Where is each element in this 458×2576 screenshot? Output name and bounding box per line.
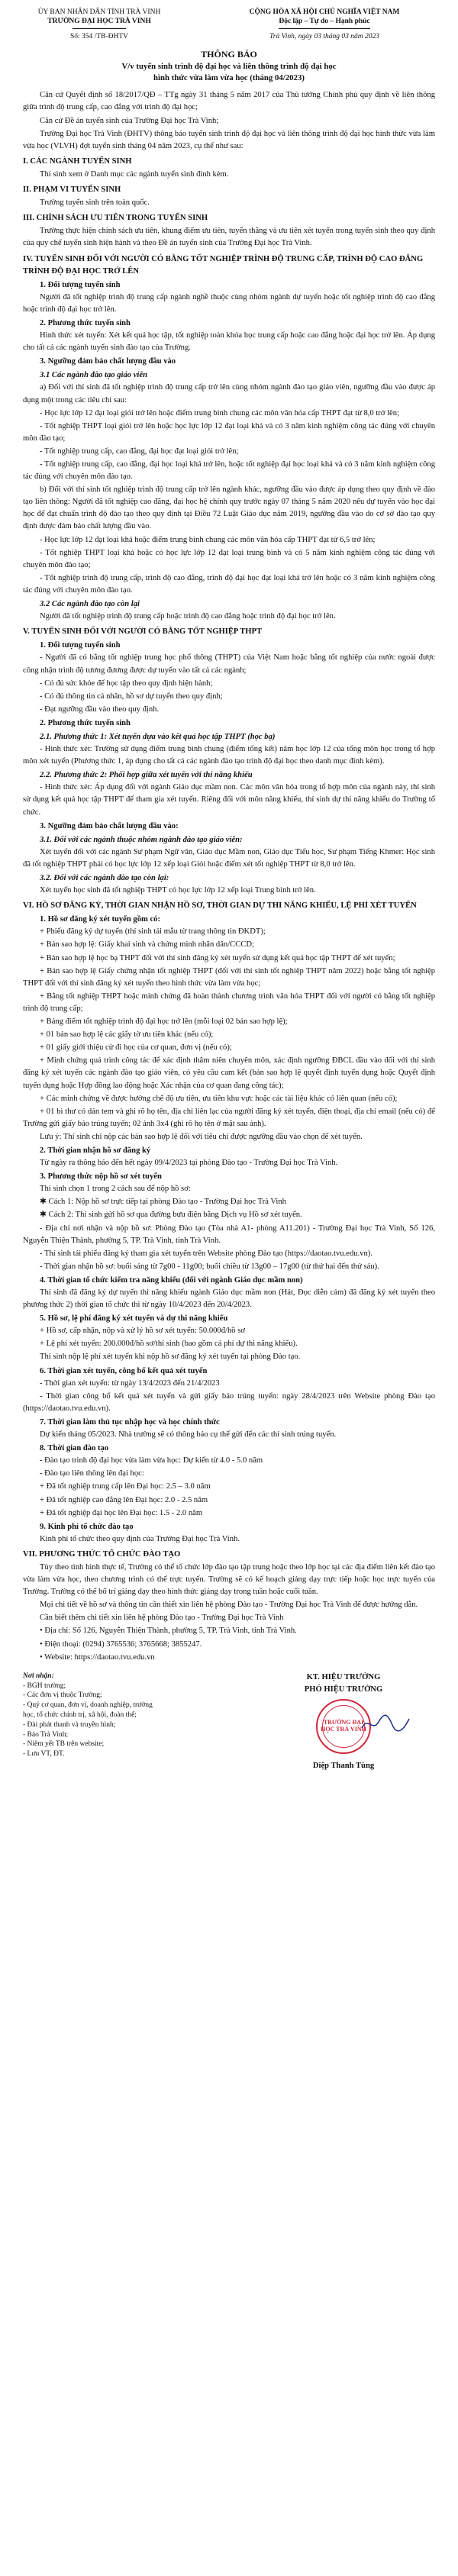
body-paragraph: + Phiếu đăng ký dự tuyển (thí sinh tải mẫu từ trang thông tin ĐKDT); — [40, 927, 266, 937]
body-paragraph: - Tốt nghiệp THPT loại khá hoặc có học lực lớp 12 đạt loại trung bình và có 5 năm kinh nghiệm công tác đúng với chuyên môn đào tạo; — [23, 548, 435, 569]
body-paragraph: + Hồ sơ, cấp nhận, nộp và xử lý hồ sơ xét tuyển: 50.000đ/hồ sơ — [40, 1327, 245, 1336]
body-paragraph: + Bản sao hợp lệ học bạ THPT đối với thí sinh đăng ký xét tuyển sử dụng kết quả học tập THPT để xét tuyển; — [40, 953, 395, 962]
subsection-heading: 3. Ngưỡng đảm bảo chất lượng đầu vào: — [40, 821, 179, 830]
body-paragraph: Thí sinh xem ở Danh mục các ngành tuyển sinh đính kèm. — [40, 169, 229, 179]
body-paragraph: + Đã tốt nghiệp đại học lên Đại học: 1.5 - 2.0 năm — [40, 1508, 203, 1517]
body-paragraph: - Thời gian nhận hồ sơ: buổi sáng từ 7g00 - 11g00; buổi chiều từ 13g00 – 17g00 (từ thứ hai đến thứ sáu). — [40, 1262, 379, 1271]
body-paragraph: + Đã tốt nghiệp cao đẳng lên Đại học: 2.0 - 2.5 năm — [40, 1495, 208, 1504]
signature-block — [252, 1672, 435, 1772]
body-paragraph: - Tốt nghiệp trung cấp, cao đẳng, đại học đạt loại giỏi trở lên; — [40, 447, 239, 456]
body-paragraph: Cần biết thêm chi tiết xin liên hệ phòng Đào tạo - Trường Đại học Trà Vinh — [40, 1614, 284, 1623]
body-paragraph: + Đã tốt nghiệp trung cấp lên Đại học: 2.5 – 3.0 năm — [40, 1482, 211, 1491]
body-paragraph: + 01 bì thư có dán tem và ghi rõ họ tên, địa chỉ liên lạc của người đăng ký xét tuyển, điện thoại, địa chỉ email (nếu có) để Trường gửi giấy báo trúng tuyển; 02 ảnh 3x4 (ghi rõ họ tên ở mặt sau ảnh). — [23, 1107, 435, 1128]
body-paragraph: • Website: https://daotao.tvu.edu.vn — [40, 1652, 155, 1662]
body-paragraph: Trường thực hiện chính sách ưu tiên, khung điểm ưu tiên, tuyển thẳng và ưu tiên xét tuyển trong tuyển sinh theo quy định của quy chế tuyển sinh hiện hành và theo Đề án tuyển sinh của Trường Đại học Trà Vinh. — [23, 227, 435, 248]
issuer-divider — [73, 28, 126, 29]
subsubsection-heading: 3.1. Đối với các ngành thuộc nhóm ngành đào tạo giáo viên: — [40, 835, 243, 844]
section-heading: VI. HỒ SƠ ĐĂNG KÝ, THỜI GIAN NHẬN HỒ SƠ, THỜI GIAN DỰ THI NĂNG KHIẾU, LỆ PHÍ XÉT TUYỂN — [23, 901, 417, 911]
body-paragraph: + Minh chứng quá trình công tác để xác định thâm niên chuyên môn, xác định ngưỡng ĐBCL đầu vào đối với thí sinh đăng ký xét tuyển các ngành đào tạo giáo viên, có yêu cầu cam kết (bản sao hợp lệ quyết định tuyển dụng hoặc Quyết định tuyển dụng hoặc Hợp đồng lao động hoặc Xác nhận của cơ quan đang công tác); — [23, 1056, 435, 1090]
subsection-heading: 2. Phương thức tuyển sinh — [40, 718, 131, 727]
recipient-item: - Lưu VT, ĐT. — [23, 1750, 65, 1759]
issuer-block — [23, 8, 176, 41]
body-paragraph: Trường Đại học Trà Vinh (ĐHTV) thông báo tuyển sinh trình độ đại học và liên thông trình độ đại học hình thức vừa làm vừa học (VLVH) đợt tuyển sinh tháng 04 năm 2023, cụ thể như sau: — [23, 129, 435, 150]
body-paragraph: + Bằng tốt nghiệp THPT hoặc minh chứng đã hoàn thành chương trình văn hóa THPT đối với người có bằng tốt nghiệp trình độ trung cấp; — [23, 991, 435, 1013]
subsubsection-heading: 3.2 Các ngành đào tạo còn lại — [40, 600, 140, 609]
body-paragraph: - Người đã có bằng tốt nghiệp trung học phổ thông (THPT) của Việt Nam hoặc bằng tốt nghiệp của nước ngoài được công nhận trình độ tương đương được dự tuyển vào tất cả các ngành; — [23, 653, 435, 675]
recipient-item: - Đài phát thanh và truyền hình; — [23, 1720, 116, 1729]
subsection-heading: 2. Thời gian nhận hồ sơ đăng ký — [40, 1146, 151, 1155]
subsection-heading: 2. Phương thức tuyển sinh — [40, 318, 131, 327]
signer-name: Diệp Thanh Tùng — [312, 1761, 375, 1770]
section-heading: I. CÁC NGÀNH TUYỂN SINH — [23, 156, 132, 166]
document-title: THÔNG BÁO — [201, 49, 257, 60]
section-heading: V. TUYỂN SINH ĐỐI VỚI NGƯỜI CÓ BẰNG TỐT NGHIỆP THPT — [23, 627, 263, 637]
body-paragraph: - Đào tạo trình độ đại học vừa làm vừa học: Dự kiến từ 4.0 - 5.0 năm — [40, 1456, 263, 1465]
national-header — [214, 8, 435, 41]
subsection-heading: 3. Ngưỡng đảm bảo chất lượng đầu vào — [40, 357, 176, 366]
document-subject-line1: V/v tuyển sinh trình độ đại học và liên thông trình độ đại học — [121, 62, 337, 72]
document-subject-line2: hình thức vừa làm vừa học (tháng 04/2023) — [153, 73, 305, 82]
recipients-list — [23, 1681, 160, 1760]
body-paragraph: Trường tuyển sinh trên toàn quốc. — [40, 198, 150, 208]
body-paragraph: + Bảng điểm tốt nghiệp trình độ đại học trở lên (mỗi loại 02 bản sao hợp lệ); — [40, 1017, 288, 1027]
body-paragraph: Lưu ý: Thí sinh chỉ nộp các bản sao hợp lệ đối với tiêu chí được ngưỡng đầu vào chọn để xét tuyển. — [40, 1132, 363, 1141]
issuer-parent-org: ỦY BAN NHÂN DÂN TỈNH TRÀ VINH — [37, 8, 161, 16]
body-paragraph: - Tốt nghiệp THPT loại giỏi trở lên hoặc học lực lớp 12 đạt loại khá và có 3 năm kinh nghiệm công tác đúng với chuyên môn đào tạo; — [23, 421, 435, 443]
body-paragraph: - Học lực lớp 12 đạt loại giỏi trở lên hoặc điểm trung bình chung các môn văn hóa cấp THPT đạt từ 8,0 trở lên; — [40, 408, 399, 418]
document-title-block — [23, 47, 435, 83]
motto-divider — [279, 28, 370, 29]
body-paragraph: - Tốt nghiệp trình độ trung cấp, trình độ cao đẳng, trình độ đại học đạt loại khá trở lên hoặc có 3 năm kinh nghiệm công tác đúng với chuyên môn đào tạo. — [23, 573, 435, 595]
body-paragraph: Xét tuyển đối với các ngành Sư phạm Ngữ văn, Giáo dục Mầm non, Giáo dục Tiểu học, Sư phạm Tiếng Khmer: Học sinh đã tốt nghiệp THPT phải có học lực lớp 12 xếp loại Giỏi hoặc điểm xét tốt nghiệp THPT từ 8,0 trở lên. — [23, 847, 435, 869]
recipients-block — [23, 1672, 160, 1772]
recipient-item: - BGH trường; — [23, 1681, 66, 1690]
body-paragraph: • Địa chỉ: Số 126, Nguyễn Thiện Thành, phường 5, TP. Trà Vinh, tỉnh Trà Vinh. — [40, 1627, 297, 1636]
signer-role-line1: KT. HIỆU TRƯỞNG — [306, 1672, 381, 1681]
body-paragraph: - Học lực lớp 12 đạt loại khá hoặc điểm trung bình chung các môn văn hóa cấp THPT đạt từ 6,5 trở lên; — [40, 535, 376, 544]
subsection-heading: 7. Thời gian làm thủ tục nhập học và học chính thức — [40, 1417, 220, 1427]
body-paragraph: - Thời gian công bố kết quả xét tuyển và gửi giấy báo trúng tuyển: ngày 28/4/2023 trên Website phòng Đào tạo (https://daotao.tvu.edu.vn). — [23, 1391, 435, 1413]
body-paragraph: + 01 giấy giới thiệu cử đi học của cơ quan, đơn vị (nếu có); — [40, 1043, 232, 1053]
official-stamp: TRƯỜNG ĐẠI HỌC TRÀ VINH — [316, 1699, 371, 1754]
body-paragraph: - Có đủ sức khỏe để học tập theo quy định hiện hành; — [40, 679, 213, 688]
subsection-heading: 9. Kinh phí tổ chức đào tạo — [40, 1522, 134, 1531]
body-paragraph: Dự kiến tháng 05/2023. Nhà trường sẽ có thông báo cụ thể gửi đến các thí sinh trúng tuyển. — [40, 1430, 337, 1440]
body-paragraph: • Điện thoại: (0294) 3765536; 3765668; 3855247. — [40, 1639, 202, 1649]
body-paragraph: Hình thức xét tuyển: Xét kết quả học tập, tốt nghiệp toàn khóa học trung cấp hoặc cao đẳng hoặc đại học trở lên. Áp dụng cho tất cả các ngành tuyển sinh đào tạo của Trường. — [23, 331, 435, 353]
section-heading: IV. TUYỂN SINH ĐỐI VỚI NGƯỜI CÓ BẰNG TỐT NGHIỆP TRÌNH ĐỘ TRUNG CẤP, TRÌNH ĐỘ CAO ĐẲNG TRÌNH ĐỘ ĐẠI HỌC TRỞ LÊN — [23, 254, 424, 276]
document-footer — [23, 1672, 435, 1772]
body-paragraph: Người đã tốt nghiệp trình độ trung cấp ngành nghề thuộc cùng nhóm ngành dự tuyển hoặc tốt nghiệp trình độ cao đẳng hoặc trình độ đại học trở lên. — [23, 292, 435, 314]
issuer-org: TRƯỜNG ĐẠI HỌC TRÀ VINH — [47, 18, 151, 26]
body-paragraph: Thí sinh nộp lệ phí xét tuyển khi nộp hồ sơ đăng ký xét tuyển tại phòng Đào tạo. — [40, 1352, 301, 1362]
national-motto: Độc lập – Tự do – Hạnh phúc — [279, 18, 370, 26]
signer-role-line2: PHÓ HIỆU TRƯỞNG — [304, 1685, 383, 1694]
subsection-heading: 4. Thời gian tổ chức kiểm tra năng khiếu (đối với ngành Giáo dục mầm non) — [40, 1275, 303, 1285]
body-paragraph: Từ ngày ra thông báo đến hết ngày 09/4/2023 tại phòng Đào tạo - Trường Đại học Trà Vinh. — [40, 1159, 338, 1168]
body-paragraph: + Các minh chứng về được hưởng chế độ ưu tiên, ưu tiên khu vực hoặc các tài liệu khác có liên quan (nếu có); — [40, 1094, 398, 1103]
subsection-heading: 3. Phương thức nộp hồ sơ xét tuyển — [40, 1172, 162, 1182]
body-paragraph: Người đã tốt nghiệp trình độ trung cấp hoặc trình độ cao đẳng hoặc trình độ đại học trở lên. — [40, 612, 336, 621]
nation-name: CỘNG HÒA XÃ HỘI CHỦ NGHĨA VIỆT NAM — [249, 8, 400, 16]
body-paragraph: Căn cứ Đề án tuyển sinh của Trường Đại học Trà Vinh; — [40, 116, 219, 125]
body-paragraph: - Thời gian xét tuyển: từ ngày 13/4/2023 đến 21/4/2023 — [40, 1378, 220, 1388]
recipient-item: - Niêm yết TB trên website; — [23, 1740, 105, 1749]
subsection-heading: 6. Thời gian xét tuyển, công bố kết quả xét tuyển — [40, 1366, 208, 1375]
recipient-item: - Quý cơ quan, đơn vị, doanh nghiệp, trường học, tổ chức chính trị, xã hội, đoàn thể; — [23, 1701, 153, 1719]
document-header — [23, 8, 435, 41]
body-paragraph: - Thí sinh tải phiếu đăng ký tham gia xét tuyển trên Website phòng Đào tạo (https://daotao.tvu.edu.vn). — [40, 1249, 373, 1258]
body-paragraph: Kinh phí tổ chức theo quy định của Trường Đại học Trà Vinh. — [40, 1534, 240, 1543]
section-heading: II. PHẠM VI TUYỂN SINH — [23, 185, 121, 195]
subsection-heading: 1. Hồ sơ đăng ký xét tuyển gồm có: — [40, 915, 161, 924]
body-paragraph: + 01 bản sao hợp lệ các giấy tờ ưu tiên khác (nếu có); — [40, 1030, 214, 1040]
body-paragraph: - Có đủ thông tin cá nhân, hồ sơ dự tuyển theo quy định; — [40, 692, 223, 701]
subsection-heading: 8. Thời gian đào tạo — [40, 1444, 109, 1453]
section-heading: III. CHÍNH SÁCH ƯU TIÊN TRONG TUYỂN SINH — [23, 214, 208, 223]
subsection-heading: 5. Hồ sơ, lệ phí đăng ký xét tuyển và dự thi năng khiếu — [40, 1314, 228, 1323]
body-paragraph: - Hình thức xét: Trường sử dụng điểm trung bình chung (điểm tổng kết) năm học lớp 12 của tổng môn học trong tổ hợp môn xét tuyển (Phương thức 1, áp dụng cho tất cả các ngành đào tạo trình độ đại học theo danh mục đính kèm). — [23, 745, 435, 766]
body-paragraph: Mọi chi tiết về hồ sơ và thông tin cần thiết xin liên hệ phòng Đào tạo - Trường Đại học Trà Vinh để được hướng dẫn. — [40, 1601, 418, 1610]
subsubsection-heading: 3.2. Đối với các ngành đào tạo còn lại: — [40, 874, 169, 883]
subsubsection-heading: 2.1. Phương thức 1: Xét tuyển dựa vào kết quả học tập THPT (học bạ) — [40, 732, 276, 741]
body-paragraph: Tùy theo tình hình thực tế, Trường có thể tổ chức lớp đào tạo tập trung hoặc theo lớp học tại các địa điểm liên kết đào tạo vừa làm vừa học, theo chương trình có thể trực tuyến. Trường sẽ có kế hoạch giảng dạy trực tiếp hoặc học trực tuyến của Trường. Trường có thể bố trí giảng dạy theo hình thức giảng dạy trong tuần hoặc cuối tuần. — [23, 1562, 435, 1597]
document-number: Số: 354 /TB-ĐHTV — [70, 32, 128, 40]
recipient-item: - Báo Trà Vinh; — [23, 1730, 69, 1739]
body-paragraph: + Bản sao hợp lệ: Giấy khai sinh và chứng minh nhân dân/CCCD; — [40, 940, 254, 949]
subsubsection-heading: 2.2. Phương thức 2: Phối hợp giữa xét tuyển với thi năng khiếu — [40, 771, 253, 780]
section-heading: VII. PHƯƠNG THỨC TỔ CHỨC ĐÀO TẠO — [23, 1549, 181, 1559]
body-paragraph: Xét tuyển học sinh đã tốt nghiệp THPT có học lực lớp 12 xếp loại Trung bình trở lên. — [40, 886, 316, 895]
body-paragraph: - Tốt nghiệp trung cấp, cao đẳng, đại học loại khá trở lên, hoặc tốt nghiệp đại học loại khá và có 3 năm kinh nghiệm công tác đúng với chuyên môn đào tạo. — [23, 460, 435, 482]
body-paragraph: b) Đối với thí sinh tốt nghiệp trình độ trung cấp trở lên ngành khác, ngưỡng đầu vào được áp dụng theo quy định về đào tạo liên thông: Người đã tốt nghiệp cao đẳng, đại học hệ chính quy trước ngày 07 tháng 5 năm 2020 nếu dự tuyển vào học đại học để đạt chuẩn trình độ đào tạo theo quy định tại Điều 72 Luật Giáo dục năm 2019, ngưỡng đầu vào do cơ sở đào tạo quy định được đảm bảo chất lượng đầu vào. — [23, 485, 435, 531]
body-paragraph: a) Đối với thí sinh đã tốt nghiệp trình độ trung cấp trở lên cùng nhóm ngành đào tạo giáo viên, ngưỡng đầu vào được áp dụng một trong các tiêu chí sau: — [23, 383, 435, 405]
recipients-label: Nơi nhận: — [23, 1672, 54, 1680]
body-paragraph: + Lệ phí xét tuyển: 200.000đ/hồ sơ/thí sinh (bao gồm cả phí dự thi năng khiếu). — [40, 1340, 298, 1349]
body-paragraph: - Đào tạo liên thông lên đại học: — [40, 1469, 144, 1478]
body-paragraph: - Hình thức xét: Áp dụng đối với ngành Giáo dục mầm non. Các môn văn hóa trong tổ hợp môn của ngành này, thí sinh sử dụng kết quả học tập THPT để tham gia xét tuyển. Riêng đối với môn năng khiếu, thí sinh dự thi năng khiếu do Trường tổ chức. — [23, 783, 435, 817]
body-paragraph: + Bản sao hợp lệ Giấy chứng nhận tốt nghiệp THPT (đối với thí sinh tốt nghiệp THPT năm 2022) hoặc bằng tốt nghiệp THPT đối với thí sinh đăng ký xét tuyển theo hình thức vừa làm vừa học; — [23, 966, 435, 988]
document-body — [23, 89, 435, 1663]
subsection-heading: 1. Đối tượng tuyển sinh — [40, 641, 121, 650]
body-paragraph: Thí sinh đã đăng ký dự tuyển thi năng khiếu ngành Giáo dục mầm non (Hát, Đọc diễn cảm) đã đăng ký xét tuyển theo phương thức 2) thời gian tổ chức thi từ ngày 10/4/2023 đến 20/4/2023. — [23, 1288, 435, 1310]
body-paragraph: Thí sinh chọn 1 trong 2 cách sau để nộp hồ sơ: — [40, 1185, 191, 1194]
body-paragraph: - Địa chỉ nơi nhận và nộp hồ sơ: Phòng Đào tạo (Tòa nhà A1- phòng A11.201) - Trường Đại học Trà Vinh, Số 126, Nguyễn Thiện Thành, phường 5, TP. Trà Vinh, tỉnh Trà Vinh. — [23, 1224, 435, 1245]
document-date: Trà Vinh, ngày 03 tháng 03 năm 2023 — [269, 32, 379, 40]
body-paragraph: Căn cứ Quyết định số 18/2017/QĐ – TTg ngày 31 tháng 5 năm 2017 của Thủ tướng Chính phủ quy định về liên thông giữa trình độ trung cấp, cao đẳng với trình độ đại học; — [23, 91, 435, 112]
body-paragraph: ✱ Cách 1: Nộp hồ sơ trực tiếp tại phòng Đào tạo - Trường Đại học Trà Vinh — [40, 1198, 286, 1207]
body-paragraph: ✱ Cách 2: Thí sinh gửi hồ sơ qua đường bưu điện bằng Dịch vụ Hồ sơ xét tuyển. — [40, 1211, 302, 1220]
handwritten-signature — [359, 1711, 412, 1734]
subsubsection-heading: 3.1 Các ngành đào tạo giáo viên — [40, 371, 147, 380]
body-paragraph: - Đạt ngưỡng đầu vào theo quy định. — [40, 704, 160, 714]
recipient-item: - Các đơn vị thuộc Trường; — [23, 1691, 102, 1700]
subsection-heading: 1. Đối tượng tuyển sinh — [40, 280, 121, 289]
